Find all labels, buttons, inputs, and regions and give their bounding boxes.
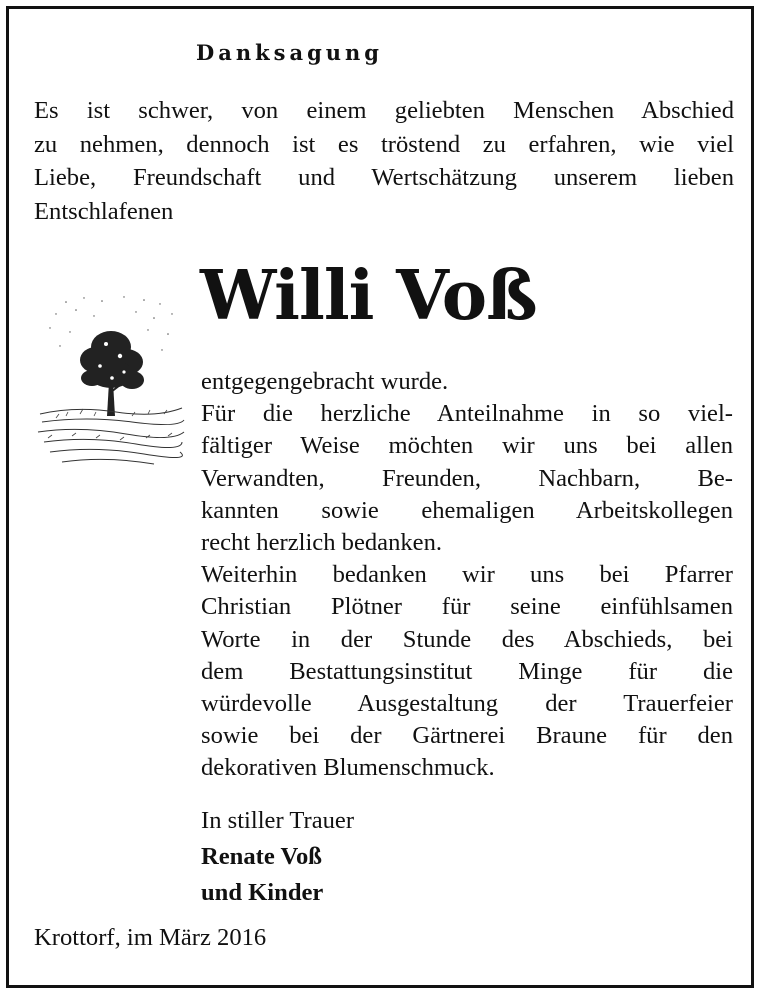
- body-paragraph: [201, 366, 733, 785]
- signature-family: und Kinder: [201, 879, 324, 906]
- intro-line: zu nehmen, dennoch ist es tröstend zu erfahren, wie viel: [34, 130, 734, 158]
- body-line: Christian Plötner für seine einfühlsamen: [201, 593, 733, 621]
- place-date: Krottorf, im März 2016: [34, 924, 267, 951]
- signature-intro: In stiller Trauer: [201, 807, 355, 834]
- intro-paragraph: [34, 94, 734, 228]
- body-line: dekorativen Blumenschmuck.: [201, 754, 495, 782]
- deceased-name: Willi Voß: [200, 256, 537, 336]
- body-line: Für die herzliche Anteilnahme in so viel-: [201, 400, 733, 428]
- notice-heading: Danksagung: [196, 40, 383, 65]
- intro-line: Liebe, Freundschaft und Wertschätzung unserem lieben: [34, 164, 734, 191]
- signature-name: Renate Voß: [201, 843, 322, 870]
- signature-block: [201, 803, 354, 911]
- body-line: fältiger Weise möchten wir uns bei allen: [201, 432, 733, 460]
- body-line: recht herzlich bedanken.: [201, 529, 443, 557]
- intro-line: Es ist schwer, von einem geliebten Menschen Abschied: [34, 97, 734, 124]
- body-line: Worte in der Stunde des Abschieds, bei: [201, 625, 733, 653]
- body-line: Weiterhin bedanken wir uns bei Pfarrer: [201, 561, 733, 589]
- body-line: würdevolle Ausgestaltung der Trauerfeier: [201, 690, 733, 718]
- tree-landscape-icon: [36, 292, 186, 470]
- body-line: sowie bei der Gärtnerei Braune für den: [201, 722, 733, 750]
- intro-line: Entschlafenen: [34, 197, 174, 225]
- body-line: entgegengebracht wurde.: [201, 368, 449, 395]
- body-line: dem Bestattungsinstitut Minge für die: [201, 657, 733, 685]
- body-line: Verwandten, Freunden, Nachbarn, Be-: [201, 464, 733, 492]
- body-line: kannten sowie ehemaligen Arbeitskollegen: [201, 496, 733, 524]
